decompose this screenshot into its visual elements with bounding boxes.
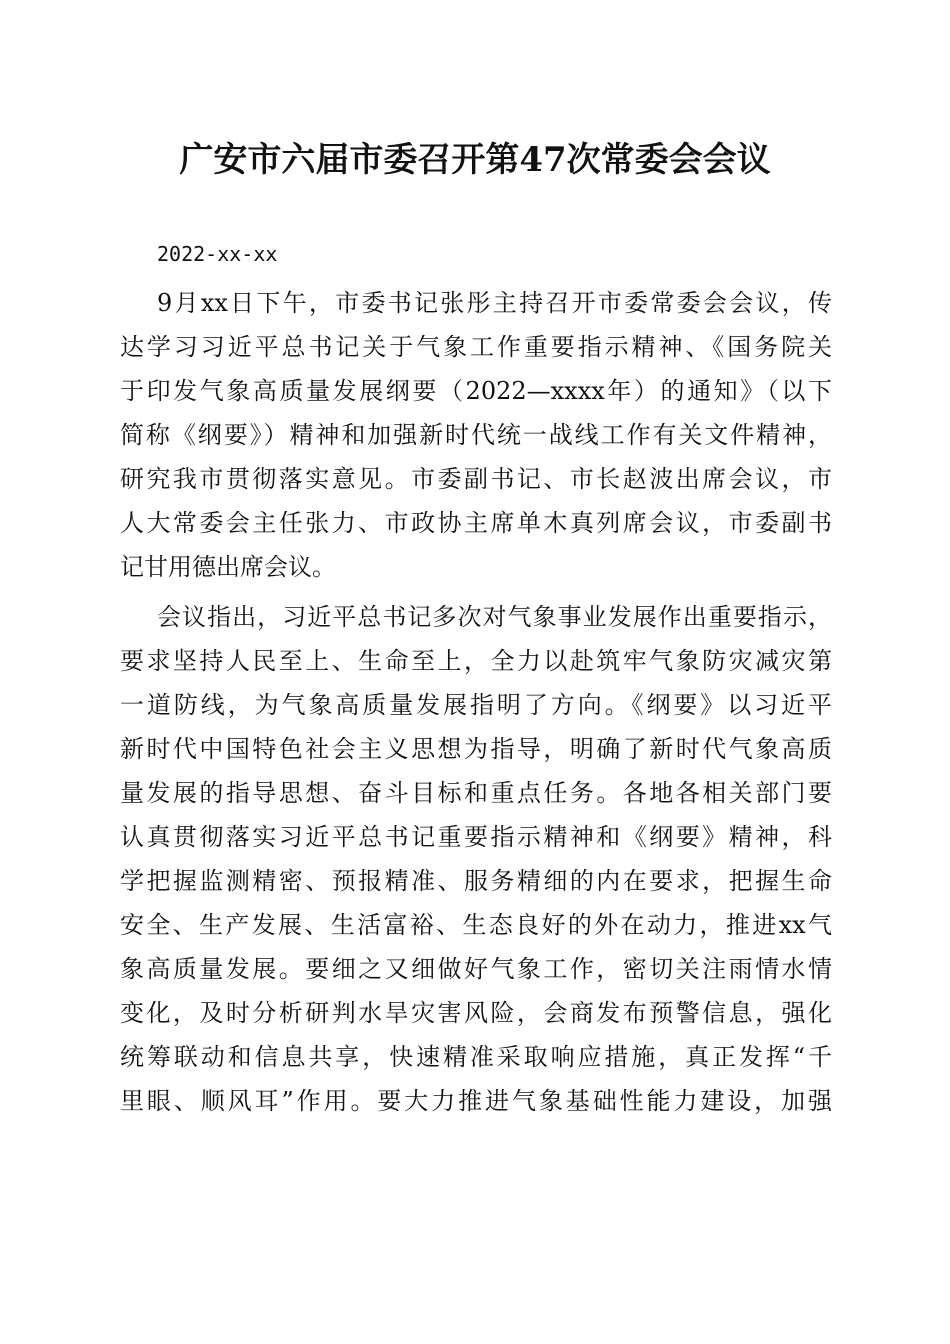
paragraph-line: 里眼、顺风耳”作用。要大力推进气象基础性能力建设，加强 <box>120 1087 832 1115</box>
paragraph-1 <box>120 281 832 589</box>
paragraph-line: 变化，及时分析研判水旱灾害风险，会商发布预警信息，强化 <box>120 999 832 1027</box>
document-title: 广安市六届市委召开第47次常委会会议 <box>179 140 771 180</box>
paragraph-line: 量发展的指导思想、奋斗目标和重点任务。各地各相关部门要 <box>120 779 832 807</box>
paragraph-line: 达学习习近平总书记关于气象工作重要指示精神、《国务院关 <box>120 333 832 361</box>
paragraph-line: 象高质量发展。要细之又细做好气象工作，密切关注雨情水情 <box>120 955 832 983</box>
paragraph-line: 于印发气象高质量发展纲要（2022—xxxx年）的通知》（以下 <box>120 377 832 405</box>
paragraph-line: 简称《纲要》）精神和加强新时代统一战线工作有关文件精神， <box>120 421 832 449</box>
paragraph-line: 研究我市贯彻落实意见。市委副书记、市长赵波出席会议，市 <box>120 465 832 493</box>
paragraph-line: 人大常委会主任张力、市政协主席单木真列席会议，市委副书 <box>120 509 832 537</box>
paragraph-line: 统筹联动和信息共享，快速精准采取响应措施，真正发挥“千 <box>120 1043 832 1071</box>
paragraph-line: 要求坚持人民至上、生命至上，全力以赴筑牢气象防灾减灾第 <box>120 647 832 675</box>
paragraph-line: 一道防线，为气象高质量发展指明了方向。《纲要》以习近平 <box>120 691 832 719</box>
paragraph-line: 新时代中国特色社会主义思想为指导，明确了新时代气象高质 <box>120 735 832 763</box>
paragraph-2 <box>120 595 832 1123</box>
paragraph-line: 记甘用德出席会议。 <box>120 553 336 581</box>
paragraph-line: 9月xx日下午，市委书记张彤主持召开市委常委会会议，传 <box>157 289 832 317</box>
paragraph-line: 会议指出，习近平总书记多次对气象事业发展作出重要指示， <box>157 603 832 631</box>
document-date: 2022-xx-xx <box>157 242 278 266</box>
paragraph-line: 安全、生产发展、生活富裕、生态良好的外在动力，推进xx气 <box>120 911 832 939</box>
paragraph-line: 学把握监测精密、预报精准、服务精细的内在要求，把握生命 <box>120 867 832 895</box>
paragraph-line: 认真贯彻落实习近平总书记重要指示精神和《纲要》精神，科 <box>120 823 832 851</box>
